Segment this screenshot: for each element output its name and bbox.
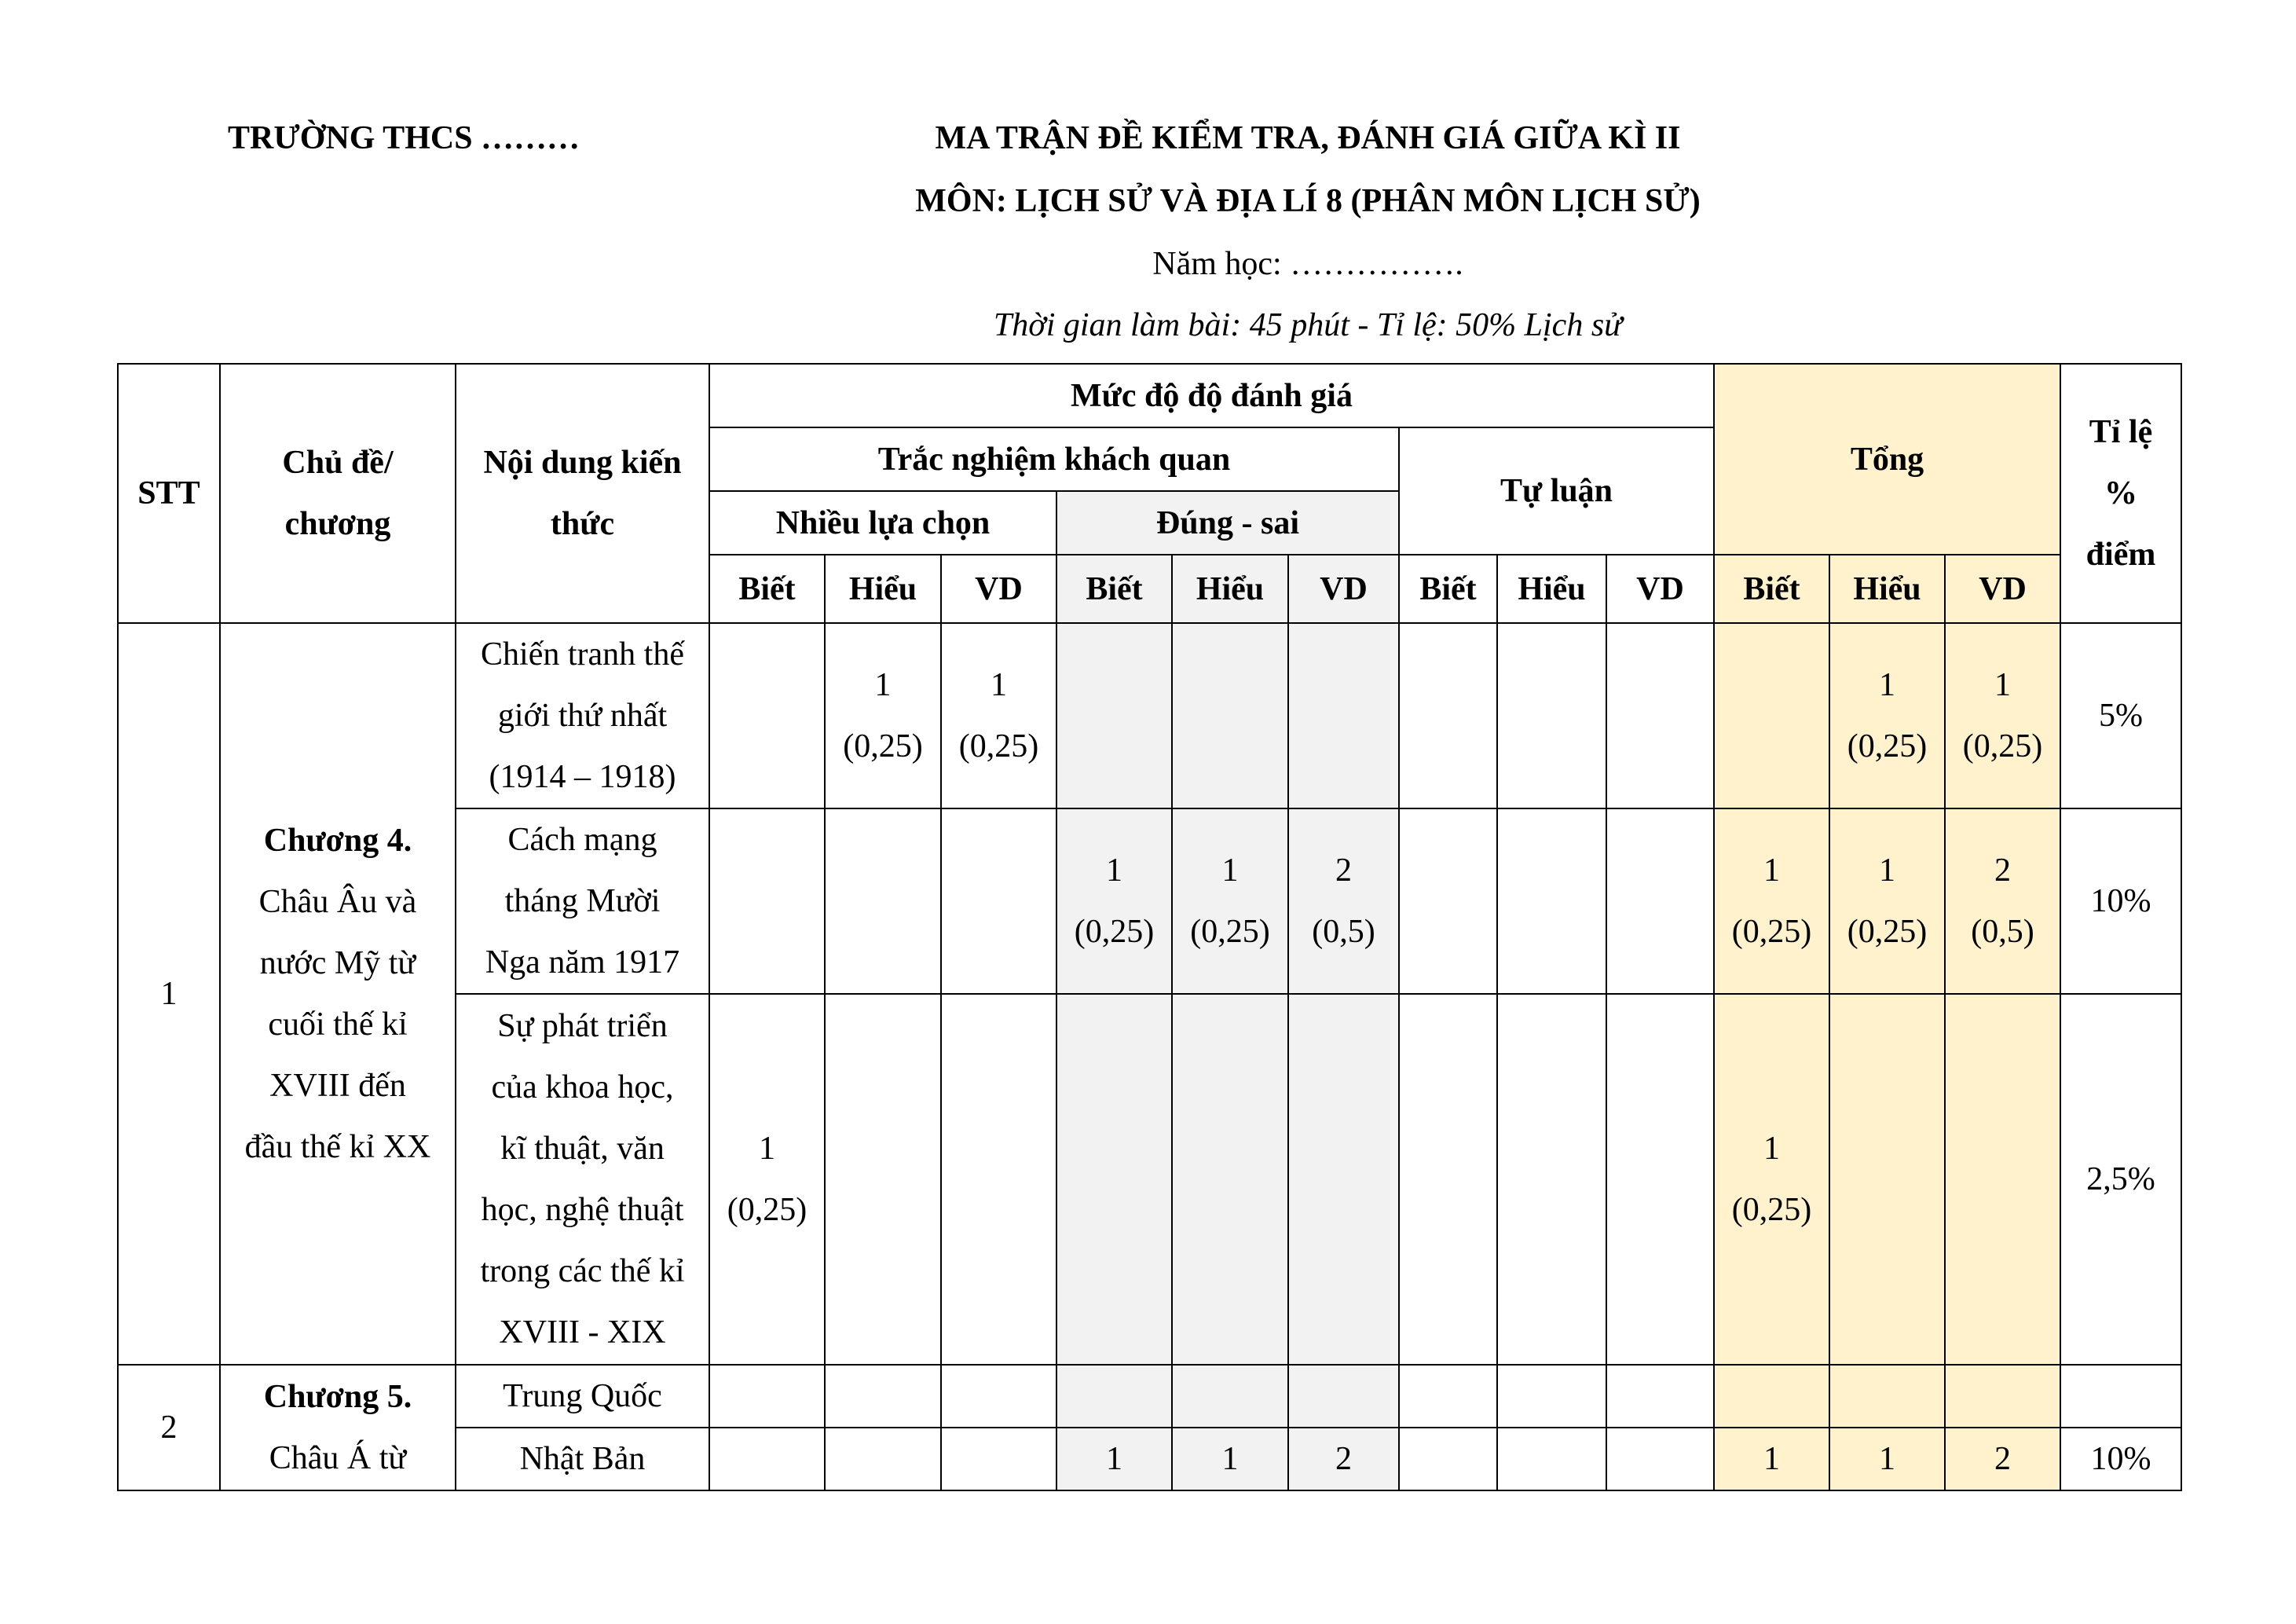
header-stt: STT bbox=[118, 364, 220, 623]
cell bbox=[1497, 1365, 1606, 1428]
header-understand: Hiểu bbox=[1172, 555, 1288, 623]
cell: 1 (0,25) bbox=[1829, 808, 1945, 994]
cell bbox=[709, 808, 825, 994]
header-understand: Hiểu bbox=[1497, 555, 1606, 623]
cell bbox=[1606, 1365, 1714, 1428]
header-essay: Tự luận bbox=[1399, 427, 1714, 555]
content-cell: Cách mạng tháng Mười Nga năm 1917 bbox=[456, 808, 709, 994]
header-objective: Trắc nghiệm khách quan bbox=[709, 427, 1399, 491]
header-total: Tổng bbox=[1714, 364, 2060, 555]
row-stt: 1 bbox=[118, 623, 220, 1365]
cell bbox=[709, 1365, 825, 1428]
header-topic: Chủ đề/ chương bbox=[220, 364, 456, 623]
cell: 1 (0,25) bbox=[1945, 623, 2060, 808]
header-know: Biết bbox=[1056, 555, 1172, 623]
header-row bbox=[118, 364, 2181, 427]
header-know: Biết bbox=[1714, 555, 1829, 623]
ratio-cell: 10% bbox=[2060, 808, 2181, 994]
cell bbox=[1714, 623, 1829, 808]
header-true-false: Đúng - sai bbox=[1056, 491, 1399, 555]
cell bbox=[1399, 1365, 1497, 1428]
cell: 2 (0,5) bbox=[1945, 808, 2060, 994]
school-name: TRƯỜNG THCS ……… bbox=[228, 120, 580, 156]
cell bbox=[1497, 994, 1606, 1365]
cell: 1 bbox=[1056, 1428, 1172, 1490]
cell bbox=[1288, 623, 1399, 808]
cell bbox=[1172, 1365, 1288, 1428]
cell bbox=[1056, 1365, 1172, 1428]
subject-title: MÔN: LỊCH SỬ VÀ ĐỊA LÍ 8 (PHÂN MÔN LỊCH SỬ) bbox=[915, 183, 1701, 219]
cell bbox=[1288, 1365, 1399, 1428]
table-row bbox=[118, 1365, 2181, 1428]
content-cell: Nhật Bản bbox=[456, 1428, 709, 1490]
school-year: Năm học: ……………. bbox=[1152, 246, 1463, 282]
cell: 2 bbox=[1945, 1428, 2060, 1490]
document-title: MA TRẬN ĐỀ KIỂM TRA, ĐÁNH GIÁ GIỮA KÌ II bbox=[935, 120, 1681, 156]
cell bbox=[1399, 623, 1497, 808]
cell bbox=[1606, 1428, 1714, 1490]
content-cell: Trung Quốc bbox=[456, 1365, 709, 1428]
table-row bbox=[118, 623, 2181, 808]
chapter-cell: Chương 4. Châu Âu và nước Mỹ từ cuối thế kỉ XVIII đến đầu thế kỉ XX bbox=[220, 623, 456, 1365]
cell bbox=[825, 808, 941, 994]
cell bbox=[825, 1428, 941, 1490]
cell: 1 bbox=[1172, 1428, 1288, 1490]
cell bbox=[1399, 1428, 1497, 1490]
ratio-cell bbox=[2060, 1365, 2181, 1428]
cell bbox=[1606, 994, 1714, 1365]
cell bbox=[1829, 994, 1945, 1365]
cell bbox=[1056, 994, 1172, 1365]
cell bbox=[1829, 1365, 1945, 1428]
chapter-cell: Chương 5. Châu Á từ bbox=[220, 1365, 456, 1490]
content-cell: Chiến tranh thế giới thứ nhất (1914 – 1918) bbox=[456, 623, 709, 808]
header-know: Biết bbox=[1399, 555, 1497, 623]
header-understand: Hiểu bbox=[1829, 555, 1945, 623]
header-apply: VD bbox=[1288, 555, 1399, 623]
row-stt: 2 bbox=[118, 1365, 220, 1490]
cell bbox=[1172, 623, 1288, 808]
cell bbox=[1172, 994, 1288, 1365]
cell bbox=[709, 1428, 825, 1490]
cell bbox=[1714, 1365, 1829, 1428]
assessment-matrix-table bbox=[117, 363, 2182, 1491]
header-multiple-choice: Nhiều lựa chọn bbox=[709, 491, 1056, 555]
cell bbox=[825, 994, 941, 1365]
header-score-ratio: Tỉ lệ % điểm bbox=[2060, 364, 2181, 623]
cell bbox=[825, 1365, 941, 1428]
header-content: Nội dung kiến thức bbox=[456, 364, 709, 623]
cell: 1 (0,25) bbox=[1829, 623, 1945, 808]
cell bbox=[1497, 1428, 1606, 1490]
cell bbox=[1056, 623, 1172, 808]
cell bbox=[941, 1365, 1056, 1428]
cell: 1 bbox=[1829, 1428, 1945, 1490]
header-understand: Hiểu bbox=[825, 555, 941, 623]
cell: 1 (0,25) bbox=[1056, 808, 1172, 994]
cell bbox=[1606, 623, 1714, 808]
header-apply: VD bbox=[1606, 555, 1714, 623]
cell bbox=[709, 623, 825, 808]
cell: 2 (0,5) bbox=[1288, 808, 1399, 994]
cell bbox=[941, 1428, 1056, 1490]
content-cell: Sự phát triển của khoa học, kĩ thuật, văn học, nghệ thuật trong các thế kỉ XVIII - XIX bbox=[456, 994, 709, 1365]
cell: 1 (0,25) bbox=[709, 994, 825, 1365]
exam-time: Thời gian làm bài: 45 phút - Tỉ lệ: 50% Lịch sử bbox=[993, 307, 1623, 343]
header-apply: VD bbox=[941, 555, 1056, 623]
header-know: Biết bbox=[709, 555, 825, 623]
cell bbox=[941, 808, 1056, 994]
cell: 1 (0,25) bbox=[1172, 808, 1288, 994]
ratio-cell: 5% bbox=[2060, 623, 2181, 808]
cell bbox=[1399, 808, 1497, 994]
cell: 1 (0,25) bbox=[941, 623, 1056, 808]
ratio-cell: 2,5% bbox=[2060, 994, 2181, 1365]
cell bbox=[1497, 623, 1606, 808]
header-apply: VD bbox=[1945, 555, 2060, 623]
cell: 1 (0,25) bbox=[1714, 994, 1829, 1365]
cell: 1 bbox=[1714, 1428, 1829, 1490]
cell bbox=[1399, 994, 1497, 1365]
cell bbox=[1945, 994, 2060, 1365]
header-assessment-level: Mức độ độ đánh giá bbox=[709, 364, 1714, 427]
cell: 2 bbox=[1288, 1428, 1399, 1490]
cell bbox=[1606, 808, 1714, 994]
cell bbox=[1288, 994, 1399, 1365]
cell bbox=[1497, 808, 1606, 994]
cell: 1 (0,25) bbox=[1714, 808, 1829, 994]
ratio-cell: 10% bbox=[2060, 1428, 2181, 1490]
cell bbox=[1945, 1365, 2060, 1428]
cell bbox=[941, 994, 1056, 1365]
cell: 1 (0,25) bbox=[825, 623, 941, 808]
